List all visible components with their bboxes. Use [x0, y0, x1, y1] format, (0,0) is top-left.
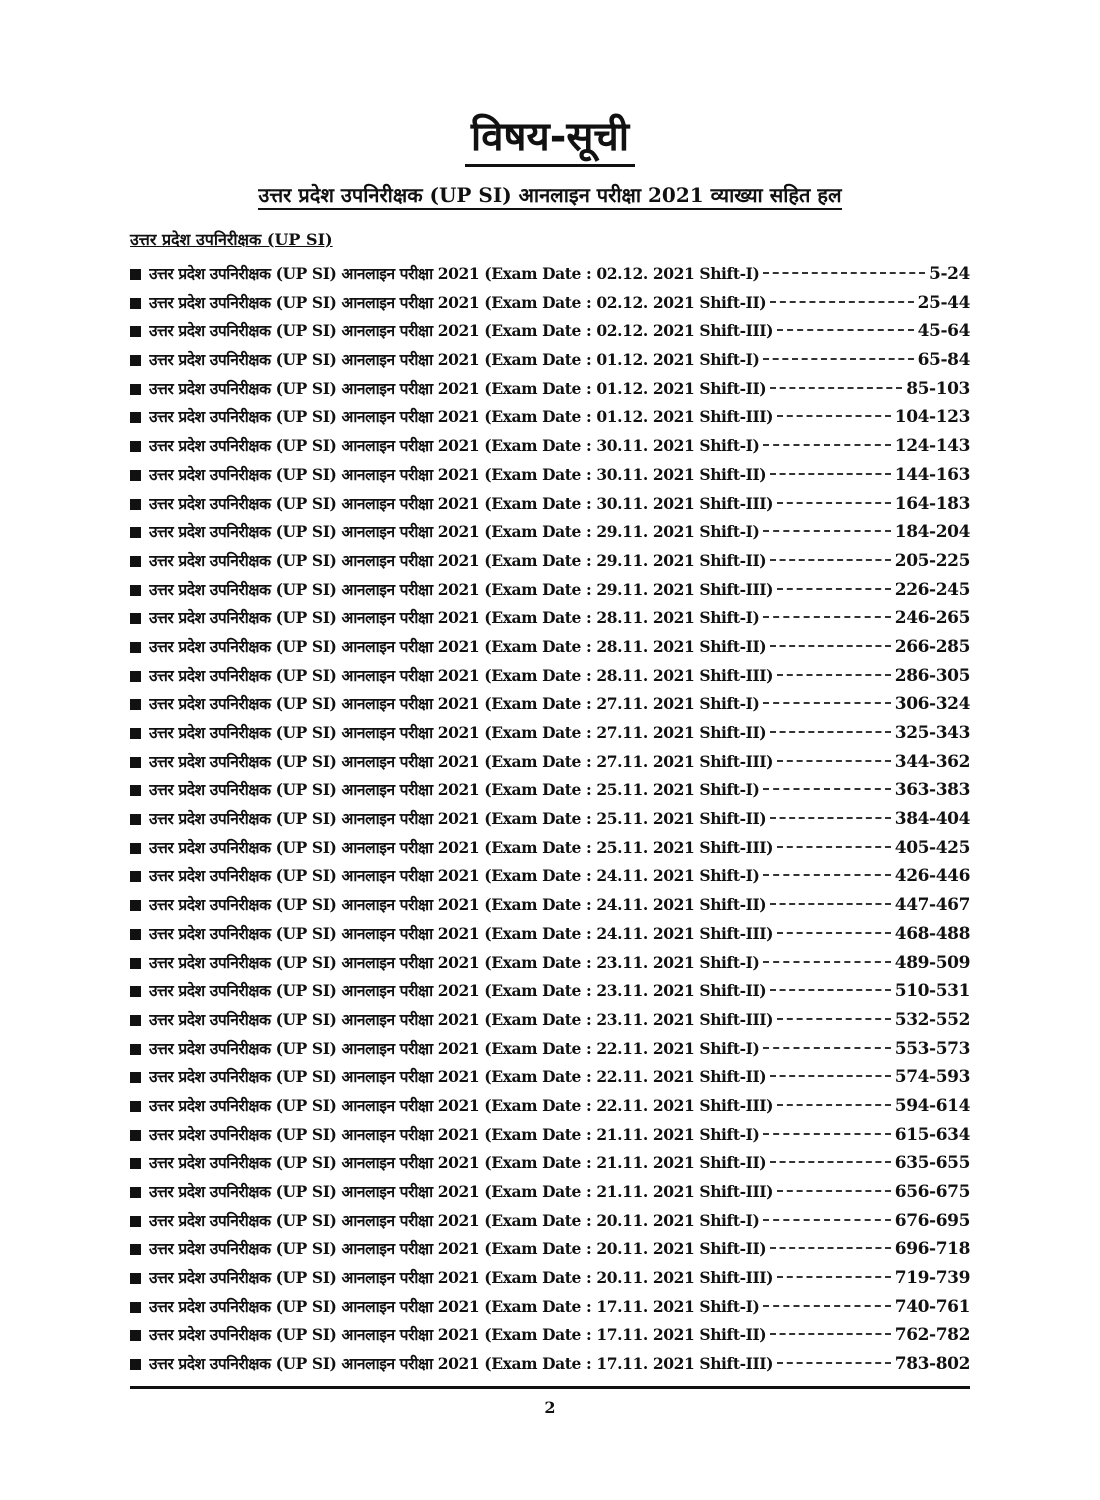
dotted-leader: [770, 559, 891, 561]
toc-entry-title: उत्तर प्रदेश उपनिरीक्षक (UP SI) आनलाइन परीक्षा 2021 (Exam Date : 27.11. 2021 Shift-III): [149, 751, 774, 771]
page-subtitle: [0, 180, 1100, 210]
toc-entry-title: उत्तर प्रदेश उपनिरीक्षक (UP SI) आनलाइन परीक्षा 2021 (Exam Date : 01.12. 2021 Shift-II): [149, 378, 767, 398]
toc-entry-pages: 384-404: [894, 809, 970, 830]
toc-entry[interactable]: [130, 1123, 970, 1152]
dotted-leader: [763, 1133, 890, 1135]
toc-entry-pages: 344-362: [894, 751, 970, 772]
dotted-leader: [770, 731, 891, 733]
dotted-leader: [763, 1219, 890, 1221]
square-bullet-icon: [130, 527, 141, 538]
square-bullet-icon: [130, 1216, 141, 1227]
toc-entry[interactable]: [130, 778, 970, 807]
dotted-leader: [777, 502, 891, 504]
toc-entry[interactable]: [130, 1037, 970, 1066]
toc-entry-pages: 676-695: [894, 1210, 970, 1231]
square-bullet-icon: [130, 814, 141, 825]
square-bullet-icon: [130, 785, 141, 796]
toc-entry-pages: 762-782: [894, 1325, 970, 1346]
toc-entry-pages: 205-225: [894, 550, 970, 571]
footer-divider: [130, 1386, 970, 1389]
toc-entry[interactable]: [130, 1209, 970, 1238]
toc-entry[interactable]: [130, 1180, 970, 1209]
dotted-leader: [763, 272, 925, 274]
toc-entry-pages: 405-425: [894, 837, 970, 858]
square-bullet-icon: [130, 1330, 141, 1341]
toc-entry[interactable]: [130, 434, 970, 463]
square-bullet-icon: [130, 613, 141, 624]
dotted-leader: [777, 846, 891, 848]
toc-entry-title: उत्तर प्रदेश उपनिरीक्षक (UP SI) आनलाइन परीक्षा 2021 (Exam Date : 30.11. 2021 Shift-II): [149, 464, 767, 484]
toc-entry-pages: 45-64: [917, 321, 970, 342]
dotted-leader: [777, 1190, 891, 1192]
dotted-leader: [770, 903, 891, 905]
toc-entry[interactable]: [130, 405, 970, 434]
toc-entry-title: उत्तर प्रदेश उपनिरीक्षक (UP SI) आनलाइन परीक्षा 2021 (Exam Date : 30.11. 2021 Shift-III): [149, 493, 774, 513]
square-bullet-icon: [130, 929, 141, 940]
toc-entry-title: उत्तर प्रदेश उपनिरीक्षक (UP SI) आनलाइन परीक्षा 2021 (Exam Date : 01.12. 2021 Shift-I): [149, 350, 760, 370]
toc-entry-pages: 447-467: [894, 895, 970, 916]
dotted-leader: [777, 588, 891, 590]
square-bullet-icon: [130, 1072, 141, 1083]
toc-entry[interactable]: [130, 1008, 970, 1037]
toc-entry-title: उत्तर प्रदेश उपनिरीक्षक (UP SI) आनलाइन परीक्षा 2021 (Exam Date : 24.11. 2021 Shift-III): [149, 923, 774, 943]
square-bullet-icon: [130, 958, 141, 969]
toc-entry-title: उत्तर प्रदेश उपनिरीक्षक (UP SI) आनलाइन परीक्षा 2021 (Exam Date : 24.11. 2021 Shift-II): [149, 895, 767, 915]
toc-entry-pages: 65-84: [917, 350, 970, 371]
toc-entry-pages: 164-183: [894, 493, 970, 514]
toc-entry-title: उत्तर प्रदेश उपनिरीक्षक (UP SI) आनलाइन परीक्षा 2021 (Exam Date : 30.11. 2021 Shift-I): [149, 436, 760, 456]
toc-entry[interactable]: [130, 1295, 970, 1324]
toc-entry-pages: 184-204: [894, 522, 970, 543]
toc-entry[interactable]: [130, 1237, 970, 1266]
page-title-text: विषय-सूची: [465, 112, 635, 167]
toc-entry-title: उत्तर प्रदेश उपनिरीक्षक (UP SI) आनलाइन परीक्षा 2021 (Exam Date : 28.11. 2021 Shift-III): [149, 665, 774, 685]
toc-entry[interactable]: [130, 377, 970, 406]
square-bullet-icon: [130, 384, 141, 395]
dotted-leader: [770, 989, 891, 991]
square-bullet-icon: [130, 269, 141, 280]
toc-entry[interactable]: [130, 262, 970, 291]
dotted-leader: [770, 1075, 891, 1077]
dotted-leader: [777, 1276, 891, 1278]
toc-entry-title: उत्तर प्रदेश उपनिरीक्षक (UP SI) आनलाइन परीक्षा 2021 (Exam Date : 17.11. 2021 Shift-II): [149, 1325, 767, 1345]
square-bullet-icon: [130, 1187, 141, 1198]
toc-entry[interactable]: [130, 463, 970, 492]
toc-entry-pages: 783-802: [894, 1354, 970, 1375]
square-bullet-icon: [130, 585, 141, 596]
toc-entry-pages: 574-593: [894, 1067, 970, 1088]
toc-entry[interactable]: [130, 1065, 970, 1094]
square-bullet-icon: [130, 326, 141, 337]
toc-entry[interactable]: [130, 291, 970, 320]
toc-entry[interactable]: [130, 578, 970, 607]
dotted-leader: [770, 1161, 891, 1163]
toc-entry-pages: 363-383: [894, 780, 970, 801]
toc-entry[interactable]: [130, 606, 970, 635]
toc-entry-title: उत्तर प्रदेश उपनिरीक्षक (UP SI) आनलाइन परीक्षा 2021 (Exam Date : 25.11. 2021 Shift-III): [149, 837, 774, 857]
dotted-leader: [763, 874, 890, 876]
square-bullet-icon: [130, 699, 141, 710]
toc-entry-pages: 426-446: [894, 866, 970, 887]
toc-entry-pages: 104-123: [894, 407, 970, 428]
dotted-leader: [763, 1047, 890, 1049]
square-bullet-icon: [130, 871, 141, 882]
toc-entry[interactable]: [130, 348, 970, 377]
dotted-leader: [777, 1018, 891, 1020]
page-number: 2: [544, 1398, 556, 1417]
toc-entry-title: उत्तर प्रदेश उपनिरीक्षक (UP SI) आनलाइन परीक्षा 2021 (Exam Date : 24.11. 2021 Shift-I): [149, 866, 760, 886]
dotted-leader: [770, 1333, 891, 1335]
dotted-leader: [777, 415, 891, 417]
toc-entry[interactable]: [130, 492, 970, 521]
dotted-leader: [763, 444, 890, 446]
square-bullet-icon: [130, 986, 141, 997]
toc-entry-title: उत्तर प्रदेश उपनिरीक्षक (UP SI) आनलाइन परीक्षा 2021 (Exam Date : 29.11. 2021 Shift-I): [149, 522, 760, 542]
toc-entry-pages: 286-305: [894, 665, 970, 686]
toc-list: [130, 262, 970, 1381]
toc-entry-title: उत्तर प्रदेश उपनिरीक्षक (UP SI) आनलाइन परीक्षा 2021 (Exam Date : 28.11. 2021 Shift-I): [149, 608, 760, 628]
dotted-leader: [763, 358, 913, 360]
toc-entry-pages: 25-44: [917, 292, 970, 313]
toc-entry-pages: 325-343: [894, 723, 970, 743]
toc-entry-title: उत्तर प्रदेश उपनिरीक्षक (UP SI) आनलाइन परीक्षा 2021 (Exam Date : 29.11. 2021 Shift-II): [149, 550, 767, 570]
dotted-leader: [777, 932, 891, 934]
toc-entry-title: उत्तर प्रदेश उपनिरीक्षक (UP SI) आनलाइन परीक्षा 2021 (Exam Date : 02.12. 2021 Shift-I): [149, 264, 760, 283]
toc-entry-pages: 740-761: [894, 1296, 970, 1317]
toc-entry-title: उत्तर प्रदेश उपनिरीक्षक (UP SI) आनलाइन परीक्षा 2021 (Exam Date : 23.11. 2021 Shift-III): [149, 1009, 774, 1029]
dotted-leader: [777, 329, 914, 331]
toc-entry-title: उत्तर प्रदेश उपनिरीक्षक (UP SI) आनलाइन परीक्षा 2021 (Exam Date : 28.11. 2021 Shift-II): [149, 636, 767, 656]
square-bullet-icon: [130, 1015, 141, 1026]
toc-entry-pages: 719-739: [894, 1268, 970, 1289]
square-bullet-icon: [130, 671, 141, 682]
toc-entry-pages: 144-163: [894, 464, 970, 485]
dotted-leader: [770, 473, 891, 475]
dotted-leader: [777, 1104, 891, 1106]
toc-entry[interactable]: [130, 1266, 970, 1295]
dotted-leader: [770, 387, 902, 389]
toc-entry-pages: 468-488: [894, 923, 970, 944]
toc-entry-title: उत्तर प्रदेश उपनिरीक्षक (UP SI) आनलाइन परीक्षा 2021 (Exam Date : 25.11. 2021 Shift-II): [149, 809, 767, 829]
toc-entry-pages: 615-634: [894, 1124, 970, 1145]
toc-entry-title: उत्तर प्रदेश उपनिरीक्षक (UP SI) आनलाइन परीक्षा 2021 (Exam Date : 27.11. 2021 Shift-I): [149, 694, 760, 714]
toc-entry-pages: 532-552: [894, 1009, 970, 1030]
toc-entry-title: उत्तर प्रदेश उपनिरीक्षक (UP SI) आनलाइन परीक्षा 2021 (Exam Date : 25.11. 2021 Shift-I): [149, 780, 760, 800]
toc-entry[interactable]: [130, 893, 970, 922]
toc-entry-pages: 246-265: [894, 608, 970, 629]
toc-entry-pages: 656-675: [894, 1182, 970, 1202]
toc-entry-pages: 489-509: [894, 952, 970, 973]
square-bullet-icon: [130, 1302, 141, 1313]
toc-entry-title: उत्तर प्रदेश उपनिरीक्षक (UP SI) आनलाइन परीक्षा 2021 (Exam Date : 22.11. 2021 Shift-III): [149, 1095, 774, 1115]
square-bullet-icon: [130, 355, 141, 366]
dotted-leader: [770, 1247, 891, 1249]
toc-entry-pages: 635-655: [894, 1153, 970, 1174]
toc-entry-title: उत्तर प्रदेश उपनिरीक्षक (UP SI) आनलाइन परीक्षा 2021 (Exam Date : 22.11. 2021 Shift-II): [149, 1067, 767, 1087]
toc-entry-pages: 124-143: [894, 436, 970, 457]
toc-entry-title: उत्तर प्रदेश उपनिरीक्षक (UP SI) आनलाइन परीक्षा 2021 (Exam Date : 17.11. 2021 Shift-III): [149, 1354, 774, 1374]
dotted-leader: [777, 674, 891, 676]
toc-entry-pages: 553-573: [894, 1038, 970, 1059]
square-bullet-icon: [130, 556, 141, 567]
dotted-leader: [763, 616, 890, 618]
toc-entry-pages: 696-718: [894, 1239, 970, 1260]
section-heading: उत्तर प्रदेश उपनिरीक्षक (UP SI): [130, 230, 333, 249]
dotted-leader: [763, 702, 890, 704]
dotted-leader: [770, 645, 891, 647]
toc-entry[interactable]: [130, 951, 970, 980]
dotted-leader: [763, 788, 890, 790]
dotted-leader: [763, 530, 890, 532]
toc-entry[interactable]: [130, 549, 970, 578]
dotted-leader: [770, 301, 913, 303]
toc-entry-title: उत्तर प्रदेश उपनिरीक्षक (UP SI) आनलाइन परीक्षा 2021 (Exam Date : 21.11. 2021 Shift-III): [149, 1182, 774, 1201]
square-bullet-icon: [130, 1044, 141, 1055]
toc-entry[interactable]: [130, 807, 970, 836]
toc-entry-pages: 266-285: [894, 636, 970, 657]
square-bullet-icon: [130, 1101, 141, 1112]
dotted-leader: [770, 817, 891, 819]
dotted-leader: [763, 961, 890, 963]
dotted-leader: [763, 1305, 890, 1307]
toc-entry[interactable]: [130, 319, 970, 348]
toc-entry-title: उत्तर प्रदेश उपनिरीक्षक (UP SI) आनलाइन परीक्षा 2021 (Exam Date : 21.11. 2021 Shift-I): [149, 1124, 760, 1144]
toc-entry-title: उत्तर प्रदेश उपनिरीक्षक (UP SI) आनलाइन परीक्षा 2021 (Exam Date : 20.11. 2021 Shift-III): [149, 1268, 774, 1288]
square-bullet-icon: [130, 728, 141, 739]
toc-entry-pages: 510-531: [894, 981, 970, 1002]
toc-entry[interactable]: [130, 1094, 970, 1123]
square-bullet-icon: [130, 1130, 141, 1141]
toc-entry[interactable]: [130, 1151, 970, 1180]
toc-entry-title: उत्तर प्रदेश उपनिरीक्षक (UP SI) आनलाइन परीक्षा 2021 (Exam Date : 17.11. 2021 Shift-I): [149, 1296, 760, 1316]
square-bullet-icon: [130, 499, 141, 510]
toc-entry-title: उत्तर प्रदेश उपनिरीक्षक (UP SI) आनलाइन परीक्षा 2021 (Exam Date : 23.11. 2021 Shift-I): [149, 952, 760, 972]
toc-entry-title: उत्तर प्रदेश उपनिरीक्षक (UP SI) आनलाइन परीक्षा 2021 (Exam Date : 20.11. 2021 Shift-II): [149, 1239, 767, 1259]
toc-entry-pages: 226-245: [894, 579, 970, 600]
square-bullet-icon: [130, 642, 141, 653]
toc-entry-title: उत्तर प्रदेश उपनिरीक्षक (UP SI) आनलाइन परीक्षा 2021 (Exam Date : 01.12. 2021 Shift-III): [149, 407, 774, 427]
toc-entry-title: उत्तर प्रदेश उपनिरीक्षक (UP SI) आनलाइन परीक्षा 2021 (Exam Date : 02.12. 2021 Shift-II): [149, 292, 767, 312]
square-bullet-icon: [130, 298, 141, 309]
toc-entry-title: उत्तर प्रदेश उपनिरीक्षक (UP SI) आनलाइन परीक्षा 2021 (Exam Date : 23.11. 2021 Shift-II): [149, 981, 767, 1001]
toc-entry[interactable]: [130, 664, 970, 693]
page-subtitle-text: उत्तर प्रदेश उपनिरीक्षक (UP SI) आनलाइन परीक्षा 2021 व्याख्या सहित हल: [258, 183, 841, 210]
toc-entry-title: उत्तर प्रदेश उपनिरीक्षक (UP SI) आनलाइन परीक्षा 2021 (Exam Date : 22.11. 2021 Shift-I): [149, 1038, 760, 1058]
toc-entry-pages: 594-614: [894, 1095, 970, 1116]
square-bullet-icon: [130, 757, 141, 768]
toc-entry[interactable]: [130, 692, 970, 721]
square-bullet-icon: [130, 843, 141, 854]
square-bullet-icon: [130, 470, 141, 481]
toc-entry[interactable]: [130, 520, 970, 549]
toc-entry[interactable]: [130, 922, 970, 951]
square-bullet-icon: [130, 900, 141, 911]
toc-entry-title: उत्तर प्रदेश उपनिरीक्षक (UP SI) आनलाइन परीक्षा 2021 (Exam Date : 27.11. 2021 Shift-II): [149, 723, 767, 742]
toc-entry[interactable]: [130, 635, 970, 664]
toc-entry[interactable]: [130, 721, 970, 750]
square-bullet-icon: [130, 1244, 141, 1255]
toc-entry-title: उत्तर प्रदेश उपनिरीक्षक (UP SI) आनलाइन परीक्षा 2021 (Exam Date : 20.11. 2021 Shift-I): [149, 1210, 760, 1230]
square-bullet-icon: [130, 1158, 141, 1169]
square-bullet-icon: [130, 1273, 141, 1284]
toc-entry-pages: 85-103: [906, 378, 970, 399]
toc-entry-pages: 306-324: [894, 694, 970, 715]
dotted-leader: [777, 1362, 891, 1364]
page-title: [0, 112, 1100, 167]
toc-entry[interactable]: [130, 836, 970, 865]
toc-entry-pages: 5-24: [929, 264, 970, 284]
square-bullet-icon: [130, 441, 141, 452]
square-bullet-icon: [130, 412, 141, 423]
toc-entry-title: उत्तर प्रदेश उपनिरीक्षक (UP SI) आनलाइन परीक्षा 2021 (Exam Date : 29.11. 2021 Shift-III): [149, 579, 774, 599]
toc-entry-title: उत्तर प्रदेश उपनिरीक्षक (UP SI) आनलाइन परीक्षा 2021 (Exam Date : 21.11. 2021 Shift-II): [149, 1153, 767, 1173]
toc-entry[interactable]: [130, 1352, 970, 1381]
toc-entry[interactable]: [130, 1323, 970, 1352]
square-bullet-icon: [130, 1359, 141, 1370]
toc-entry[interactable]: [130, 750, 970, 779]
toc-entry[interactable]: [130, 979, 970, 1008]
toc-entry[interactable]: [130, 864, 970, 893]
dotted-leader: [777, 760, 891, 762]
toc-entry-title: उत्तर प्रदेश उपनिरीक्षक (UP SI) आनलाइन परीक्षा 2021 (Exam Date : 02.12. 2021 Shift-III): [149, 321, 774, 341]
